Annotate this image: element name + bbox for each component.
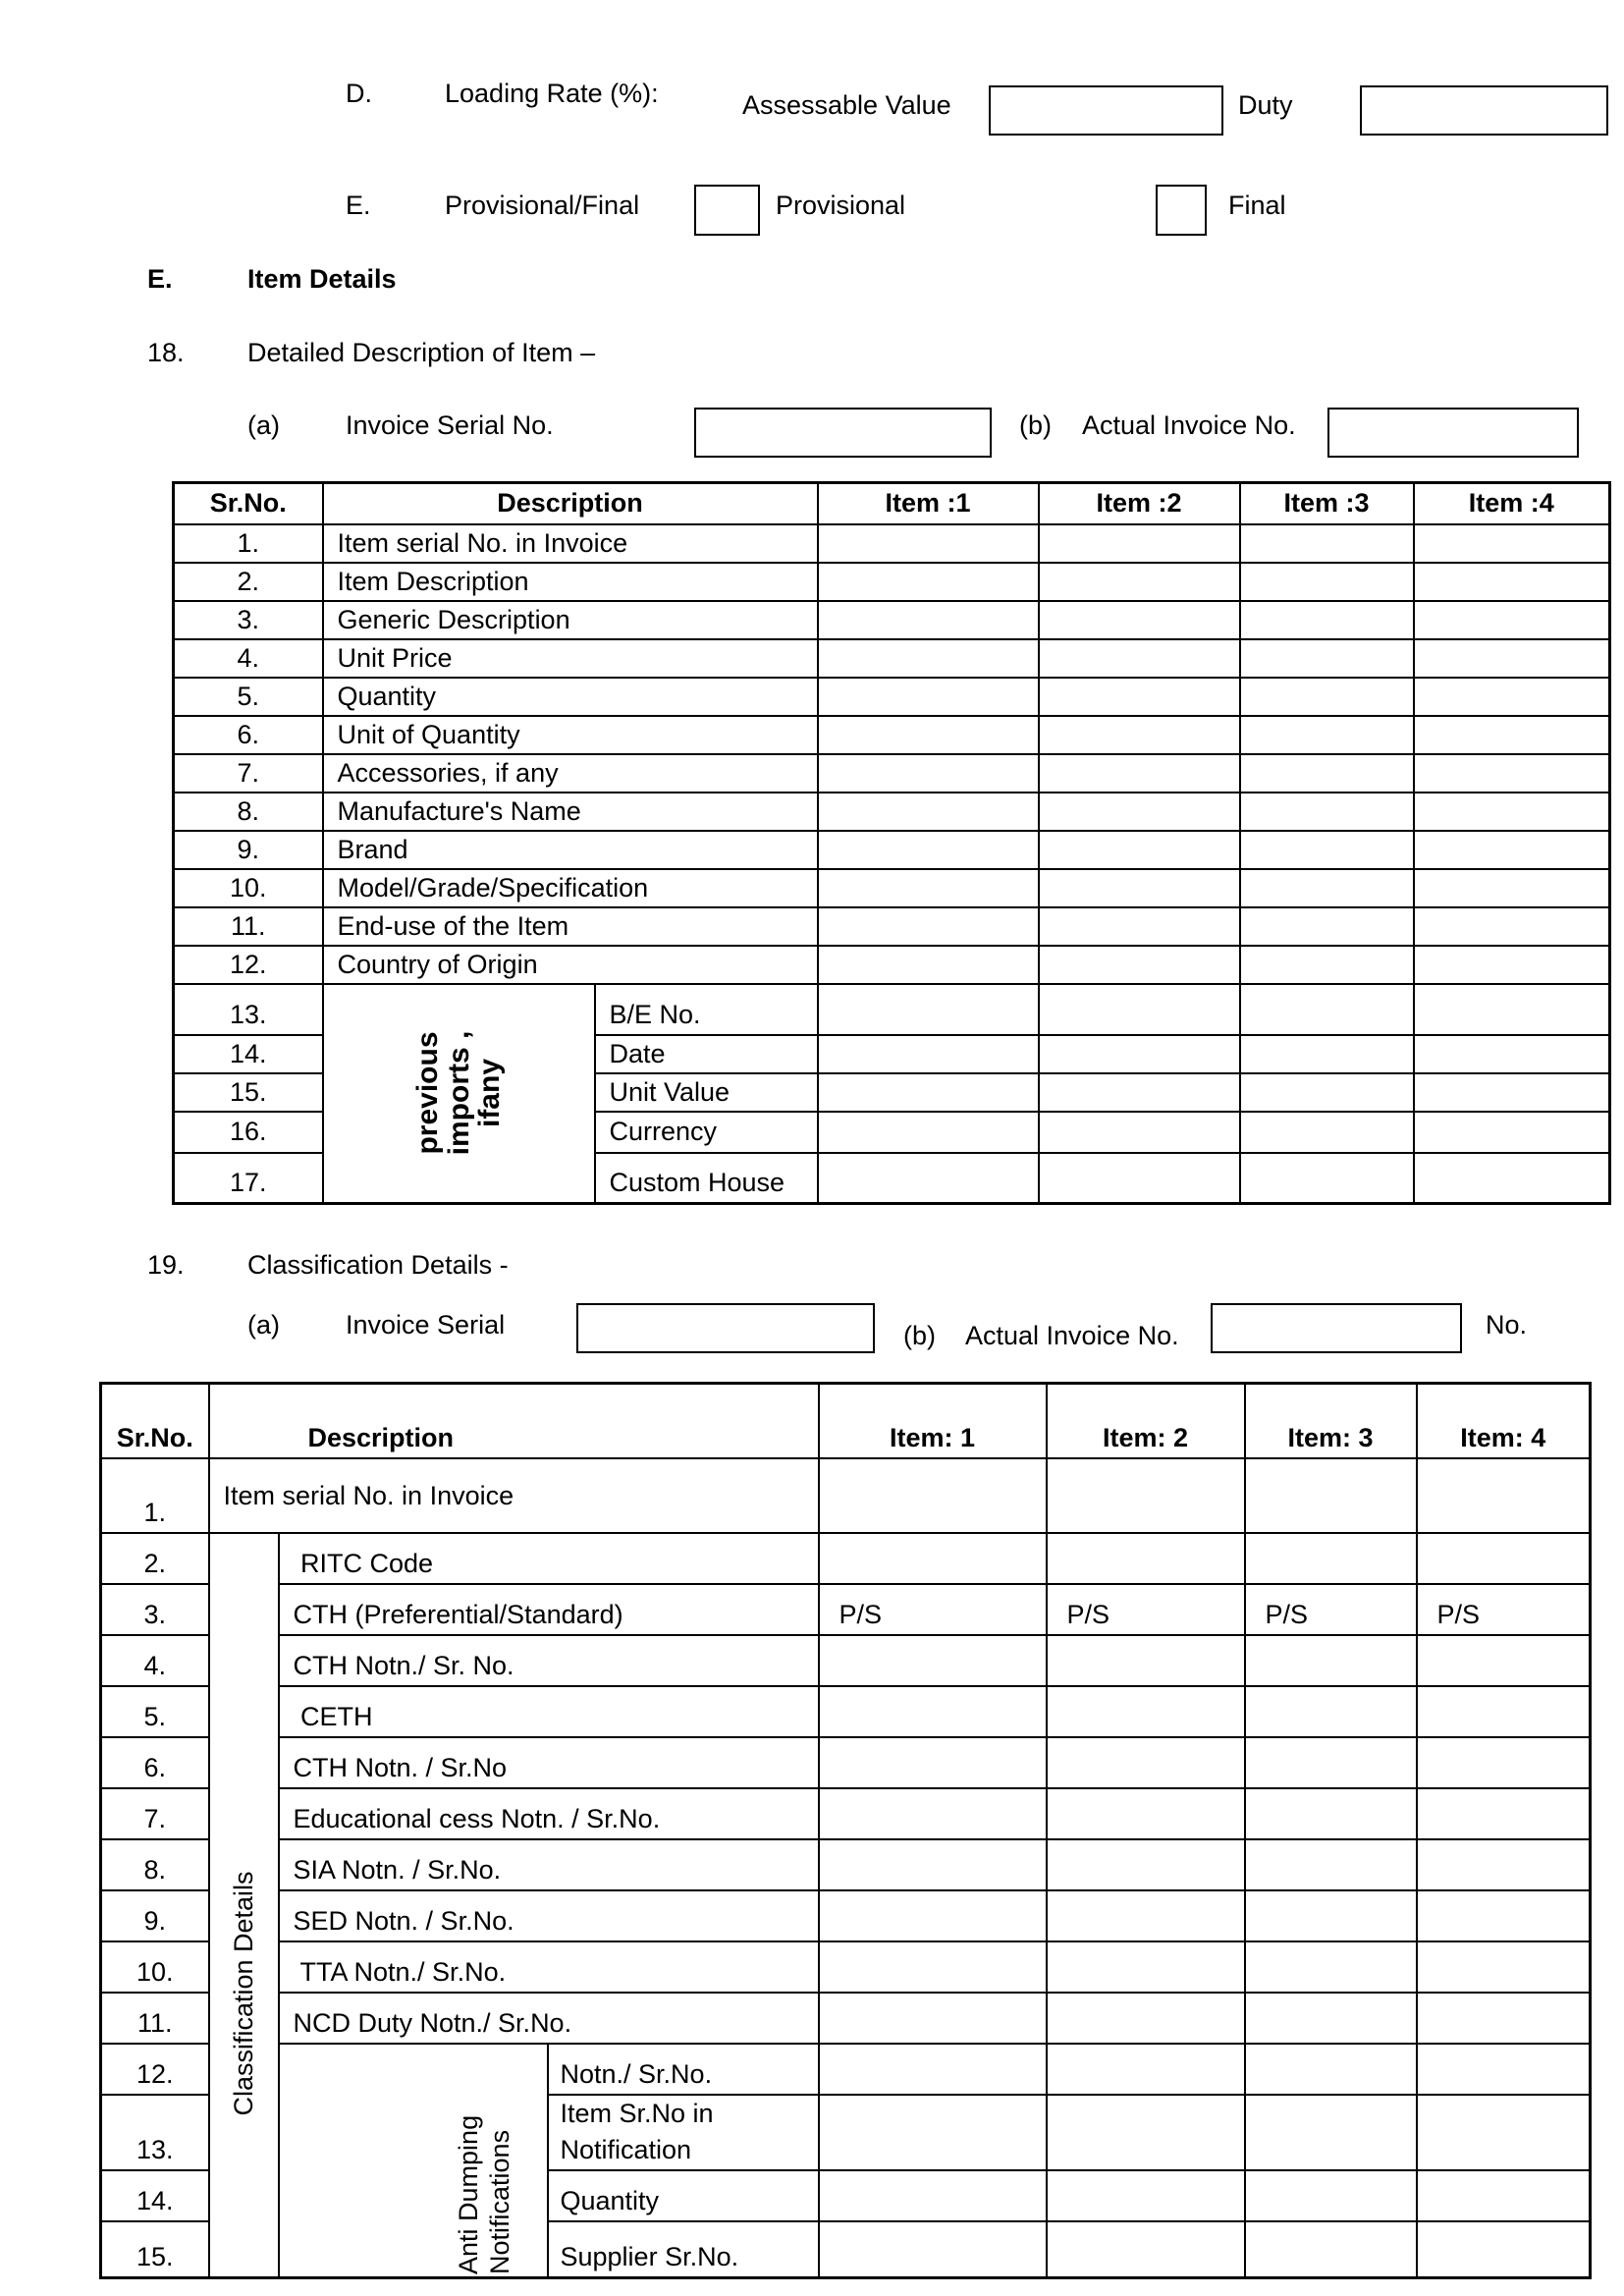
- item-1-cell[interactable]: [818, 563, 1039, 601]
- item-2-cell[interactable]: [1047, 1686, 1245, 1737]
- item-2-cell[interactable]: [1047, 1788, 1245, 1839]
- q18-actual-invoice-label: Actual Invoice No.: [1082, 410, 1296, 440]
- item-2-cell[interactable]: [1047, 1533, 1245, 1584]
- provisional-final-label: Provisional/Final: [445, 191, 640, 220]
- item-2-cell[interactable]: [1039, 639, 1240, 678]
- row-desc-line1: Item Sr.No in: [560, 2098, 714, 2128]
- row-sr: 9.: [174, 831, 323, 869]
- item-4-cell[interactable]: [1417, 1458, 1591, 1533]
- item-3-cell[interactable]: [1240, 639, 1414, 678]
- item-3-cell[interactable]: [1245, 1941, 1417, 1993]
- item-2-cell[interactable]: [1039, 946, 1240, 984]
- row-desc: CETH: [279, 1686, 819, 1737]
- q19-trailing-no: No.: [1486, 1310, 1528, 1339]
- row-desc: Accessories, if any: [323, 754, 818, 793]
- item-1-cell[interactable]: [819, 1890, 1047, 1941]
- item-1-cell[interactable]: [819, 1737, 1047, 1788]
- item-2-cell[interactable]: [1039, 1073, 1240, 1112]
- item-2-cell[interactable]: [1047, 1941, 1245, 1993]
- item-description-table: [172, 481, 1611, 1205]
- item-3-cell[interactable]: [1240, 1073, 1414, 1112]
- item-4-cell[interactable]: [1417, 2095, 1591, 2171]
- item-3-cell[interactable]: [1240, 678, 1414, 716]
- item-2-cell[interactable]: [1039, 907, 1240, 946]
- table-row: [101, 2044, 1591, 2095]
- item-1-cell[interactable]: [818, 831, 1039, 869]
- item-4-cell[interactable]: [1417, 1839, 1591, 1890]
- item-1-cell[interactable]: [819, 1635, 1047, 1686]
- row-sr: 17.: [174, 1153, 323, 1204]
- item-3-cell[interactable]: [1245, 1533, 1417, 1584]
- item-3-cell[interactable]: [1240, 946, 1414, 984]
- table-header-row: [101, 1384, 1591, 1458]
- item-4-cell[interactable]: [1414, 754, 1610, 793]
- row-sr: 8.: [174, 793, 323, 831]
- table-row: [101, 1839, 1591, 1890]
- table-header-row: [174, 483, 1610, 524]
- table-row: [101, 1635, 1591, 1686]
- row-desc: Quantity: [323, 678, 818, 716]
- row-desc: Unit Value: [595, 1073, 818, 1112]
- table-row: [174, 639, 1610, 678]
- item-4-cell[interactable]: [1414, 678, 1610, 716]
- table-row: [101, 1584, 1591, 1635]
- item-2-cell[interactable]: [1047, 1890, 1245, 1941]
- q18-actual-invoice-input[interactable]: [1327, 408, 1579, 458]
- assessable-value-label: Assessable Value: [742, 90, 951, 120]
- item-2-cell[interactable]: [1039, 831, 1240, 869]
- row-desc: Brand: [323, 831, 818, 869]
- item-3-cell[interactable]: [1240, 524, 1414, 563]
- row-sr: 4.: [174, 639, 323, 678]
- row-desc: Model/Grade/Specification: [323, 869, 818, 907]
- item-1-cell[interactable]: [819, 1458, 1047, 1533]
- item-1-cell[interactable]: [818, 1153, 1039, 1204]
- item-4-cell[interactable]: [1417, 1890, 1591, 1941]
- header-description: Description: [209, 1384, 819, 1458]
- row-desc: CTH Notn. / Sr.No: [279, 1737, 819, 1788]
- loading-rate-label: Loading Rate (%):: [445, 79, 659, 108]
- row-sr: 1.: [101, 1458, 209, 1533]
- row-sr: 6.: [101, 1737, 209, 1788]
- item-1-cell[interactable]: [818, 946, 1039, 984]
- item-2-cell[interactable]: [1047, 1635, 1245, 1686]
- item-2-cell[interactable]: [1039, 601, 1240, 639]
- item-2-cell[interactable]: [1047, 2095, 1245, 2171]
- item-3-cell[interactable]: [1240, 793, 1414, 831]
- row-desc: TTA Notn./ Sr.No.: [279, 1941, 819, 1993]
- row-sr: 5.: [174, 678, 323, 716]
- row-sr: 12.: [101, 2044, 209, 2095]
- item-4-cell[interactable]: [1417, 2221, 1591, 2277]
- item-1-cell[interactable]: [818, 793, 1039, 831]
- q19-title: Classification Details -: [247, 1250, 509, 1280]
- section-d-letter: D.: [346, 79, 372, 108]
- row-desc: [548, 2095, 819, 2171]
- row-sr: 6.: [174, 716, 323, 754]
- table-row: [174, 831, 1610, 869]
- item-1-cell[interactable]: [819, 2221, 1047, 2277]
- row-sr: 5.: [101, 1686, 209, 1737]
- item-3-cell[interactable]: [1240, 754, 1414, 793]
- table-row: [174, 678, 1610, 716]
- row-sr: 14.: [174, 1035, 323, 1073]
- table-row: [174, 869, 1610, 907]
- item-1-cell[interactable]: [819, 1686, 1047, 1737]
- q18-invoice-serial-label: Invoice Serial No.: [346, 410, 554, 440]
- item-2-cell[interactable]: [1039, 524, 1240, 563]
- row-sr: 9.: [101, 1890, 209, 1941]
- table-row: [101, 1890, 1591, 1941]
- previous-imports-group-label: [323, 984, 595, 1204]
- item-3-cell[interactable]: [1240, 601, 1414, 639]
- table-row: [174, 754, 1610, 793]
- item-3-cell[interactable]: [1240, 563, 1414, 601]
- row-desc-line2: Notification: [560, 2135, 692, 2165]
- q19-number: 19.: [147, 1250, 185, 1280]
- item-1-cell[interactable]: [818, 1112, 1039, 1153]
- row-desc: Unit Price: [323, 639, 818, 678]
- duty-input[interactable]: [1360, 85, 1608, 136]
- header-item-4: Item: 4: [1417, 1384, 1591, 1458]
- final-checkbox[interactable]: [1156, 185, 1207, 236]
- row-desc: Quantity: [548, 2170, 819, 2221]
- item-3-cell[interactable]: [1240, 907, 1414, 946]
- table-row: [101, 1533, 1591, 1584]
- table-row: [174, 946, 1610, 984]
- item-1-cell[interactable]: [819, 1941, 1047, 1993]
- item-3-cell[interactable]: [1245, 2044, 1417, 2095]
- header-item-2: Item: 2: [1047, 1384, 1245, 1458]
- table-row: [101, 1941, 1591, 1993]
- row-desc: SED Notn. / Sr.No.: [279, 1890, 819, 1941]
- item-1-cell[interactable]: [818, 524, 1039, 563]
- item-4-cell[interactable]: [1414, 869, 1610, 907]
- q19-b-marker: (b): [903, 1321, 936, 1350]
- item-3-cell[interactable]: P/S: [1245, 1584, 1417, 1635]
- item-3-cell[interactable]: [1245, 1635, 1417, 1686]
- item-4-cell[interactable]: [1414, 716, 1610, 754]
- header-description: Description: [323, 483, 818, 524]
- row-sr: 7.: [101, 1788, 209, 1839]
- item-4-cell[interactable]: [1414, 984, 1610, 1035]
- table-row: [101, 1993, 1591, 2044]
- row-sr: 3.: [174, 601, 323, 639]
- table-row: [101, 1737, 1591, 1788]
- item-1-cell[interactable]: [818, 678, 1039, 716]
- item-1-cell[interactable]: P/S: [819, 1584, 1047, 1635]
- item-4-cell[interactable]: [1417, 1533, 1591, 1584]
- row-desc: Notn./ Sr.No.: [548, 2044, 819, 2095]
- row-sr: 14.: [101, 2170, 209, 2221]
- q19-actual-invoice-input[interactable]: [1211, 1303, 1462, 1353]
- anti-dumping-line2: Notifications: [484, 2129, 514, 2274]
- classification-group-label: [209, 1533, 279, 2278]
- table-row: [174, 563, 1610, 601]
- item-1-cell[interactable]: [819, 1839, 1047, 1890]
- item-1-cell[interactable]: [818, 639, 1039, 678]
- item-3-cell[interactable]: [1245, 1686, 1417, 1737]
- item-1-cell[interactable]: [818, 869, 1039, 907]
- row-desc: Country of Origin: [323, 946, 818, 984]
- item-3-cell[interactable]: [1240, 984, 1414, 1035]
- table-row: [101, 1788, 1591, 1839]
- row-desc: B/E No.: [595, 984, 818, 1035]
- table-row: [174, 716, 1610, 754]
- item-2-cell[interactable]: [1039, 1153, 1240, 1204]
- row-desc: RITC Code: [279, 1533, 819, 1584]
- table-row: [174, 984, 1610, 1035]
- item-details-heading: Item Details: [247, 264, 397, 294]
- row-sr: 8.: [101, 1839, 209, 1890]
- table-row: [174, 524, 1610, 563]
- row-desc: Item serial No. in Invoice: [323, 524, 818, 563]
- header-item-2: Item :2: [1039, 483, 1240, 524]
- item-4-cell[interactable]: [1414, 1035, 1610, 1073]
- header-sr-no: Sr.No.: [174, 483, 323, 524]
- previous-imports-line2: imports ,: [442, 1030, 475, 1156]
- row-desc: Generic Description: [323, 601, 818, 639]
- q18-a-marker: (a): [247, 410, 280, 440]
- q18-invoice-serial-input[interactable]: [694, 408, 992, 458]
- row-sr: 11.: [101, 1993, 209, 2044]
- item-2-cell[interactable]: [1039, 869, 1240, 907]
- table-row: [174, 907, 1610, 946]
- row-sr: 10.: [101, 1941, 209, 1993]
- row-desc: Item Description: [323, 563, 818, 601]
- item-1-cell[interactable]: [819, 1788, 1047, 1839]
- item-3-cell[interactable]: [1245, 2095, 1417, 2171]
- row-sr: 1.: [174, 524, 323, 563]
- item-1-cell[interactable]: [818, 907, 1039, 946]
- row-sr: 3.: [101, 1584, 209, 1635]
- row-desc: Educational cess Notn. / Sr.No.: [279, 1788, 819, 1839]
- item-1-cell[interactable]: [818, 1035, 1039, 1073]
- row-desc: SIA Notn. / Sr.No.: [279, 1839, 819, 1890]
- item-1-cell[interactable]: [818, 984, 1039, 1035]
- item-3-cell[interactable]: [1245, 1737, 1417, 1788]
- row-desc: NCD Duty Notn./ Sr.No.: [279, 1993, 819, 2044]
- q18-number: 18.: [147, 338, 185, 367]
- row-desc: Currency: [595, 1112, 818, 1153]
- q19-invoice-serial-label: Invoice Serial: [346, 1310, 506, 1339]
- item-1-cell[interactable]: [818, 601, 1039, 639]
- row-desc: Manufacture's Name: [323, 793, 818, 831]
- q18-title: Detailed Description of Item –: [247, 338, 596, 367]
- row-desc: Unit of Quantity: [323, 716, 818, 754]
- item-2-cell[interactable]: P/S: [1047, 1584, 1245, 1635]
- row-desc: Custom House: [595, 1153, 818, 1204]
- item-4-cell[interactable]: P/S: [1417, 1584, 1591, 1635]
- item-1-cell[interactable]: [818, 1073, 1039, 1112]
- item-2-cell[interactable]: [1047, 2170, 1245, 2221]
- item-2-cell[interactable]: [1039, 678, 1240, 716]
- row-sr: 11.: [174, 907, 323, 946]
- item-2-cell[interactable]: [1047, 1737, 1245, 1788]
- row-desc: Item serial No. in Invoice: [209, 1458, 819, 1533]
- item-1-cell[interactable]: [819, 2170, 1047, 2221]
- item-4-cell[interactable]: [1417, 1635, 1591, 1686]
- row-sr: 16.: [174, 1112, 323, 1153]
- item-2-cell[interactable]: [1047, 1458, 1245, 1533]
- item-3-cell[interactable]: [1240, 1035, 1414, 1073]
- classification-table: [99, 1382, 1592, 2279]
- item-1-cell[interactable]: [819, 2044, 1047, 2095]
- row-sr: 15.: [101, 2221, 209, 2277]
- row-sr: 2.: [174, 563, 323, 601]
- item-1-cell[interactable]: [818, 754, 1039, 793]
- item-4-cell[interactable]: [1417, 1737, 1591, 1788]
- item-4-cell[interactable]: [1414, 1112, 1610, 1153]
- final-label: Final: [1228, 191, 1286, 220]
- provisional-label: Provisional: [776, 191, 906, 220]
- header-item-1: Item :1: [818, 483, 1039, 524]
- anti-dumping-group-label: [279, 2044, 548, 2278]
- item-3-cell[interactable]: [1240, 831, 1414, 869]
- row-sr: 13.: [101, 2095, 209, 2171]
- row-desc: CTH Notn./ Sr. No.: [279, 1635, 819, 1686]
- header-item-3: Item: 3: [1245, 1384, 1417, 1458]
- row-sr: 7.: [174, 754, 323, 793]
- row-desc: Supplier Sr.No.: [548, 2221, 819, 2277]
- item-3-cell[interactable]: [1240, 869, 1414, 907]
- header-item-4: Item :4: [1414, 483, 1610, 524]
- item-4-cell[interactable]: [1414, 601, 1610, 639]
- item-2-cell[interactable]: [1039, 1035, 1240, 1073]
- item-details-letter: E.: [147, 264, 173, 294]
- previous-imports-line1: previous: [410, 1031, 444, 1155]
- q18-b-marker: (b): [1019, 410, 1052, 440]
- assessable-value-input[interactable]: [989, 85, 1223, 136]
- item-4-cell[interactable]: [1417, 1993, 1591, 2044]
- table-row: [174, 793, 1610, 831]
- item-2-cell[interactable]: [1047, 1839, 1245, 1890]
- item-3-cell[interactable]: [1245, 1993, 1417, 2044]
- item-2-cell[interactable]: [1039, 1112, 1240, 1153]
- header-item-1: Item: 1: [819, 1384, 1047, 1458]
- q19-actual-invoice-label: Actual Invoice No.: [965, 1321, 1179, 1350]
- item-2-cell[interactable]: [1039, 716, 1240, 754]
- header-sr-no: Sr.No.: [101, 1384, 209, 1458]
- row-sr: 13.: [174, 984, 323, 1035]
- item-2-cell[interactable]: [1039, 754, 1240, 793]
- item-3-cell[interactable]: [1240, 1112, 1414, 1153]
- row-sr: 2.: [101, 1533, 209, 1584]
- item-3-cell[interactable]: [1245, 1458, 1417, 1533]
- item-4-cell[interactable]: [1414, 1073, 1610, 1112]
- table-row: [101, 1458, 1591, 1533]
- item-1-cell[interactable]: [818, 716, 1039, 754]
- item-3-cell[interactable]: [1245, 1839, 1417, 1890]
- item-4-cell[interactable]: [1417, 2170, 1591, 2221]
- row-desc: End-use of the Item: [323, 907, 818, 946]
- item-4-cell[interactable]: [1414, 639, 1610, 678]
- item-4-cell[interactable]: [1414, 831, 1610, 869]
- item-2-cell[interactable]: [1039, 793, 1240, 831]
- item-3-cell[interactable]: [1245, 1788, 1417, 1839]
- item-1-cell[interactable]: [819, 2095, 1047, 2171]
- item-4-cell[interactable]: [1414, 563, 1610, 601]
- item-1-cell[interactable]: [819, 1533, 1047, 1584]
- anti-dumping-line1: Anti Dumping: [453, 2114, 483, 2274]
- provisional-checkbox[interactable]: [694, 185, 760, 236]
- table-row: [174, 601, 1610, 639]
- item-4-cell[interactable]: [1414, 793, 1610, 831]
- row-sr: 10.: [174, 869, 323, 907]
- item-4-cell[interactable]: [1417, 2044, 1591, 2095]
- item-4-cell[interactable]: [1417, 1941, 1591, 1993]
- item-3-cell[interactable]: [1240, 716, 1414, 754]
- item-4-cell[interactable]: [1414, 946, 1610, 984]
- item-4-cell[interactable]: [1417, 1686, 1591, 1737]
- duty-label: Duty: [1238, 90, 1293, 120]
- header-item-3: Item :3: [1240, 483, 1414, 524]
- item-1-cell[interactable]: [819, 1993, 1047, 2044]
- item-4-cell[interactable]: [1414, 1153, 1610, 1204]
- item-2-cell[interactable]: [1039, 984, 1240, 1035]
- item-2-cell[interactable]: [1039, 563, 1240, 601]
- previous-imports-line3: ifany: [472, 1059, 506, 1128]
- item-4-cell[interactable]: [1417, 1788, 1591, 1839]
- item-2-cell[interactable]: [1047, 1993, 1245, 2044]
- item-3-cell[interactable]: [1245, 2170, 1417, 2221]
- row-desc: CTH (Preferential/Standard): [279, 1584, 819, 1635]
- section-e-letter: E.: [346, 191, 371, 220]
- table-row: [101, 1686, 1591, 1737]
- row-sr: 4.: [101, 1635, 209, 1686]
- item-4-cell[interactable]: [1414, 524, 1610, 563]
- item-3-cell[interactable]: [1245, 2221, 1417, 2277]
- item-3-cell[interactable]: [1245, 1890, 1417, 1941]
- q19-invoice-serial-input[interactable]: [576, 1303, 875, 1353]
- row-desc: Date: [595, 1035, 818, 1073]
- item-4-cell[interactable]: [1414, 907, 1610, 946]
- item-2-cell[interactable]: [1047, 2044, 1245, 2095]
- classification-details-text: Classification Details: [228, 1871, 258, 2116]
- item-3-cell[interactable]: [1240, 1153, 1414, 1204]
- item-2-cell[interactable]: [1047, 2221, 1245, 2277]
- q19-a-marker: (a): [247, 1310, 280, 1339]
- row-sr: 15.: [174, 1073, 323, 1112]
- row-sr: 12.: [174, 946, 323, 984]
